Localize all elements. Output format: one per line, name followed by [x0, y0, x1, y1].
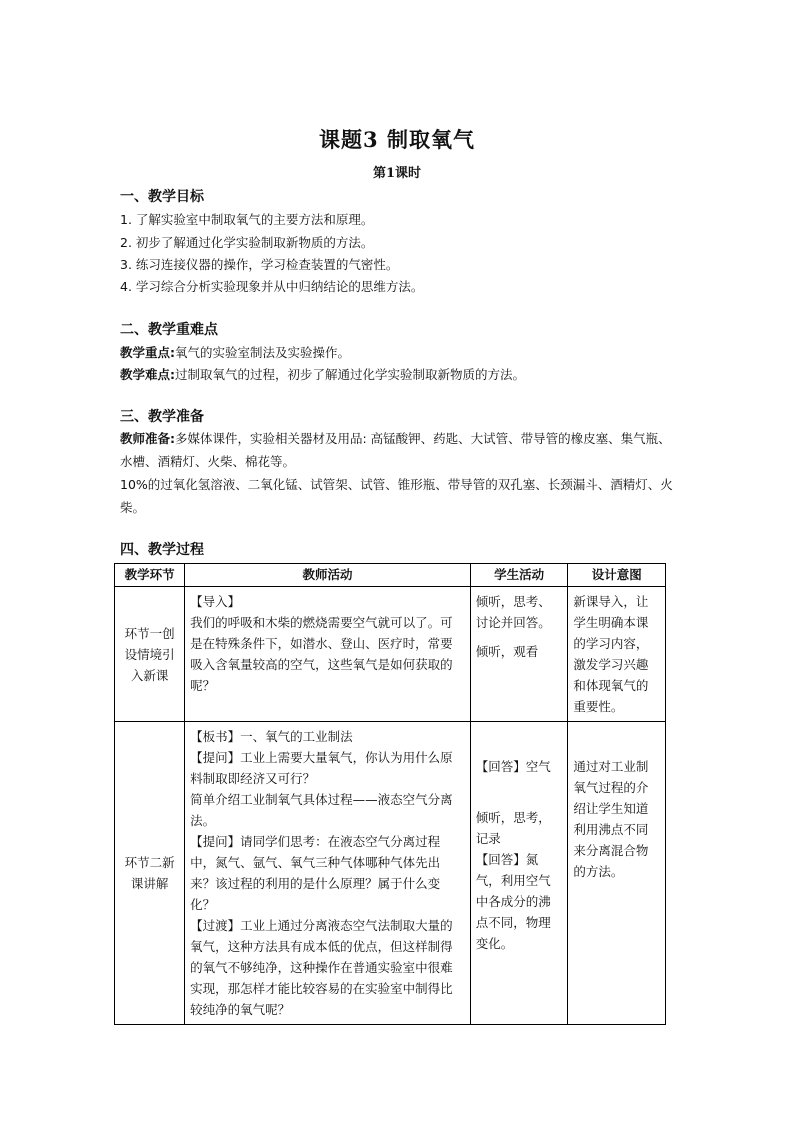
teacher-cell [185, 587, 471, 722]
student-cell [470, 722, 568, 1025]
teacher-activity-line: 简单介绍工业制氧气具体过程——液态空气分离法。 [190, 792, 453, 828]
teacher-preparation [120, 427, 680, 473]
teaching-process-table [114, 563, 666, 1025]
student-preparation: 10%的过氧化氢溶液、二氧化锰、试管架、试管、锥形瓶、带导管的双孔塞、长颈漏斗、酒精灯、火柴。 [120, 477, 673, 515]
column-header-student: 学生活动 [470, 564, 568, 587]
teacher-activity-line: 【提问】请同学们思考：在液态空气分离过程中，氮气、氩气、氧气三种气体哪种气体先出来？该过程的利用的是什么原理？属于什么变化？ [190, 834, 441, 912]
table-row [115, 722, 666, 1025]
student-activity-line: 倾听，思考，记录 [475, 810, 551, 846]
section-heading-process: 四、教学过程 [120, 542, 204, 558]
teacher-cell [185, 722, 471, 1025]
student-activity-line: 倾听，思考、讨论并回答。 [475, 594, 551, 630]
objective-item-4: 4. 学习综合分析实验现象并从中归纳结论的思维方法。 [120, 279, 424, 294]
stage-cell: 环节二新课讲解 [115, 722, 185, 1025]
student-activity-line: 【回答】空气 [475, 759, 551, 774]
difficult-point-text: 过制取氧气的过程，初步了解通过化学实验制取新物质的方法。 [175, 367, 526, 382]
teacher-activity-line: 【提问】工业上需要大量氧气，你认为用什么原料制取即经济又可行？ [190, 750, 453, 786]
key-point-text: 氧气的实验室制法及实验操作。 [175, 345, 351, 360]
student-activity-line: 倾听，观看 [475, 644, 539, 659]
intent-text: 通过对工业制氧气过程的介绍让学生知道利用沸点不同来分离混合物的方法。 [573, 759, 649, 879]
intent-cell [568, 722, 666, 1025]
section-heading-preparation: 三、教学准备 [120, 409, 204, 425]
column-header-stage: 教学环节 [115, 564, 185, 587]
stage-cell: 环节一创设情境引入新课 [115, 587, 185, 722]
student-activity-line: 【回答】氮气，利用空气中各成分的沸点不同，物理变化。 [475, 852, 551, 951]
teacher-activity-line: 我们的呼吸和木柴的燃烧需要空气就可以了。可是在特殊条件下，如潜水、登山、医疗时，常要吸入含氧量较高的空气，这些氧气是如何获取的呢？ [190, 615, 453, 693]
intent-cell: 新课导入，让学生明确本课的学习内容，激发学习兴趣和体现氧气的重要性。 [568, 587, 666, 722]
objective-item-1: 1. 了解实验室中制取氧气的主要方法和原理。 [120, 212, 374, 227]
teacher-preparation-label: 教师准备: [120, 431, 175, 446]
key-point-label: 教学重点: [120, 345, 175, 360]
table-row [115, 587, 666, 722]
difficult-point-line [120, 365, 525, 383]
student-cell [470, 587, 568, 722]
objective-item-2: 2. 初步了解通过化学实验制取新物质的方法。 [120, 235, 374, 250]
section-heading-objectives: 一、教学目标 [120, 189, 204, 205]
objective-item-3: 3. 练习连接仪器的操作，学习检查装置的气密性。 [120, 257, 399, 272]
teacher-activity-line: 【过渡】工业上通过分离液态空气法制取大量的氧气，这种方法具有成本低的优点，但这样制得的氧气不够纯净，这种操作在普通实验室中很难实现，那怎样才能比较容易的在实验室中制得比较纯净的氧气呢？ [190, 918, 453, 1017]
section-heading-key-points: 二、教学重难点 [120, 322, 218, 338]
page-subtitle: 第1课时 [372, 166, 422, 181]
column-header-intent: 设计意图 [568, 564, 666, 587]
column-header-teacher: 教师活动 [185, 564, 471, 587]
page-title: 课题3 制取氧气 [319, 127, 475, 152]
table-header-row [115, 564, 666, 587]
key-point-line [120, 343, 350, 361]
difficult-point-label: 教学难点: [120, 367, 175, 382]
teacher-preparation-text: 多媒体课件，实验相关器材及用品: 高锰酸钾、药匙、大试管、带导管的橡皮塞、集气瓶、水槽、酒精灯、火柴、棉花等。 [120, 431, 671, 469]
teacher-activity-line: 【板书】一、氧气的工业制法 [190, 729, 353, 744]
teacher-activity-line: 【导入】 [190, 594, 241, 609]
